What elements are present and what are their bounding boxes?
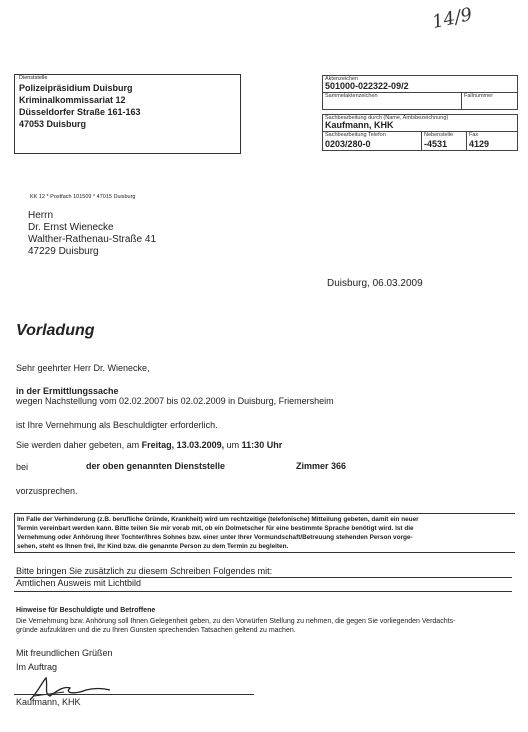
appointment-line — [16, 440, 282, 450]
hints-line-2: gründe aufzuklären und die zu Ihren Gunsten sprechenden Tatsachen geltend zu machen. — [16, 627, 296, 634]
fallnummer-label: Fallnummer — [464, 93, 494, 99]
bring-divider-bottom — [14, 591, 512, 592]
telefon-cell — [322, 131, 422, 151]
notice-line-3: Vernehmung oder Anhörung Ihrer Tochter/Ihres Sohnes bzw. einer unter Ihrer Vormundschaft/Betreuung stehenden Person vorge- — [17, 534, 413, 541]
hints-line-1: Die Vernehmung bzw. Anhörung soll Ihnen Gelegenheit geben, zu den Vorwürfen Stellung zu nehmen, die gegen Sie vorliegenden Verdachts- — [16, 618, 456, 625]
nebenstelle-value: -4531 — [424, 139, 448, 149]
fallnummer-cell — [461, 92, 518, 110]
aktenzeichen-value: 501000-022322-09/2 — [325, 81, 409, 91]
aktenzeichen-cell — [322, 75, 518, 93]
signature-line — [14, 694, 254, 695]
sender-line-3: Düsseldorfer Straße 161-163 — [19, 107, 141, 117]
sachbearbeitung-label: Sachbearbeitung durch (Name, Amtsbezeichnung) — [325, 115, 449, 121]
appointment-middle: um — [224, 440, 242, 450]
sender-line-1: Polizeipräsidium Duisburg — [19, 83, 133, 93]
appointment-prefix: Sie werden daher gebeten, am — [16, 440, 142, 450]
sammel-label: Sammelaktenzeichen — [325, 93, 378, 99]
date-line: Duisburg, 06.03.2009 — [327, 278, 423, 289]
closing: Mit freundlichen Grüßen — [16, 648, 113, 658]
notice-line-2: Termin vereinbart werden kann. Bitte teilen Sie mir vorab mit, ob ein Dolmetscher für eine bestimmte Sprache benötigt wird. Ist die — [17, 525, 414, 532]
case-text: wegen Nachstellung vom 02.02.2007 bis 02.02.2009 in Duisburg, Friemersheim — [16, 396, 334, 406]
hints-heading: Hinweise für Beschuldigte und Betroffene — [16, 607, 156, 614]
appointment-time: 11:30 Uhr — [241, 440, 283, 450]
reference-box — [322, 75, 518, 151]
fax-label: Fax — [469, 132, 479, 138]
sachbearbeitung-cell — [322, 114, 518, 132]
signer: Kaufmann, KHK — [16, 697, 81, 707]
im-auftrag: Im Auftrag — [16, 662, 58, 672]
notice-line-4: sehen, steht es Ihnen frei, Ihr Kind bzw. die genannte Person zu dem Termin zu begleiten. — [17, 543, 289, 550]
location-bei: bei — [16, 462, 29, 472]
telefon-label: Sachbearbeitung Telefon — [325, 132, 386, 138]
notice-line-1: Im Falle der Verhinderung (z.B. berufliche Gründe, Krankheit) wird um rechtzeitige (telefonische) Mitteilung gebeten, damit ein neuer — [17, 516, 419, 523]
location-room: Zimmer 366 — [296, 461, 347, 471]
salutation: Sehr geehrter Herr Dr. Wienecke, — [16, 363, 150, 373]
location-place: der oben genannten Dienststelle — [86, 461, 226, 471]
sender-line-4: 47053 Duisburg — [19, 119, 87, 129]
nebenstelle-label: Nebenstelle — [424, 132, 454, 138]
sachbearbeitung-value: Kaufmann, KHK — [325, 120, 394, 130]
return-address: KK 12 * Postfach 101509 * 47015 Duisburg — [30, 194, 136, 200]
recipient-line-2: Dr. Ernst Wienecke — [28, 222, 114, 233]
recipient-line-3: Walther-Rathenau-Straße 41 — [28, 234, 157, 245]
page-title: Vorladung — [16, 322, 95, 339]
hearing-text: ist Ihre Vernehmung als Beschuldigter erforderlich. — [16, 420, 218, 430]
handwritten-page-number: 14/9 — [430, 4, 475, 33]
fax-cell — [466, 131, 518, 151]
bring-item: Amtlichen Ausweis mit Lichtbild — [16, 578, 142, 588]
sender-label: Dienststelle — [19, 75, 48, 81]
aktenzeichen-label: Aktenzeichen — [325, 76, 359, 82]
vorzusprechen: vorzusprechen. — [16, 486, 78, 496]
sender-box — [14, 74, 241, 154]
sender-line-2: Kriminalkommissariat 12 — [19, 95, 126, 105]
case-heading: in der Ermittlungssache — [16, 386, 119, 396]
recipient-line-1: Herrn — [28, 210, 54, 221]
nebenstelle-cell — [421, 131, 467, 151]
appointment-date: Freitag, 13.03.2009, — [141, 440, 225, 450]
notice-box — [14, 513, 515, 553]
bring-heading: Bitte bringen Sie zusätzlich zu diesem Schreiben Folgendes mit: — [16, 566, 273, 576]
telefon-value: 0203/280-0 — [325, 139, 371, 149]
sammel-cell — [322, 92, 462, 110]
fax-value: 4129 — [469, 139, 490, 149]
recipient-line-4: 47229 Duisburg — [28, 246, 99, 257]
